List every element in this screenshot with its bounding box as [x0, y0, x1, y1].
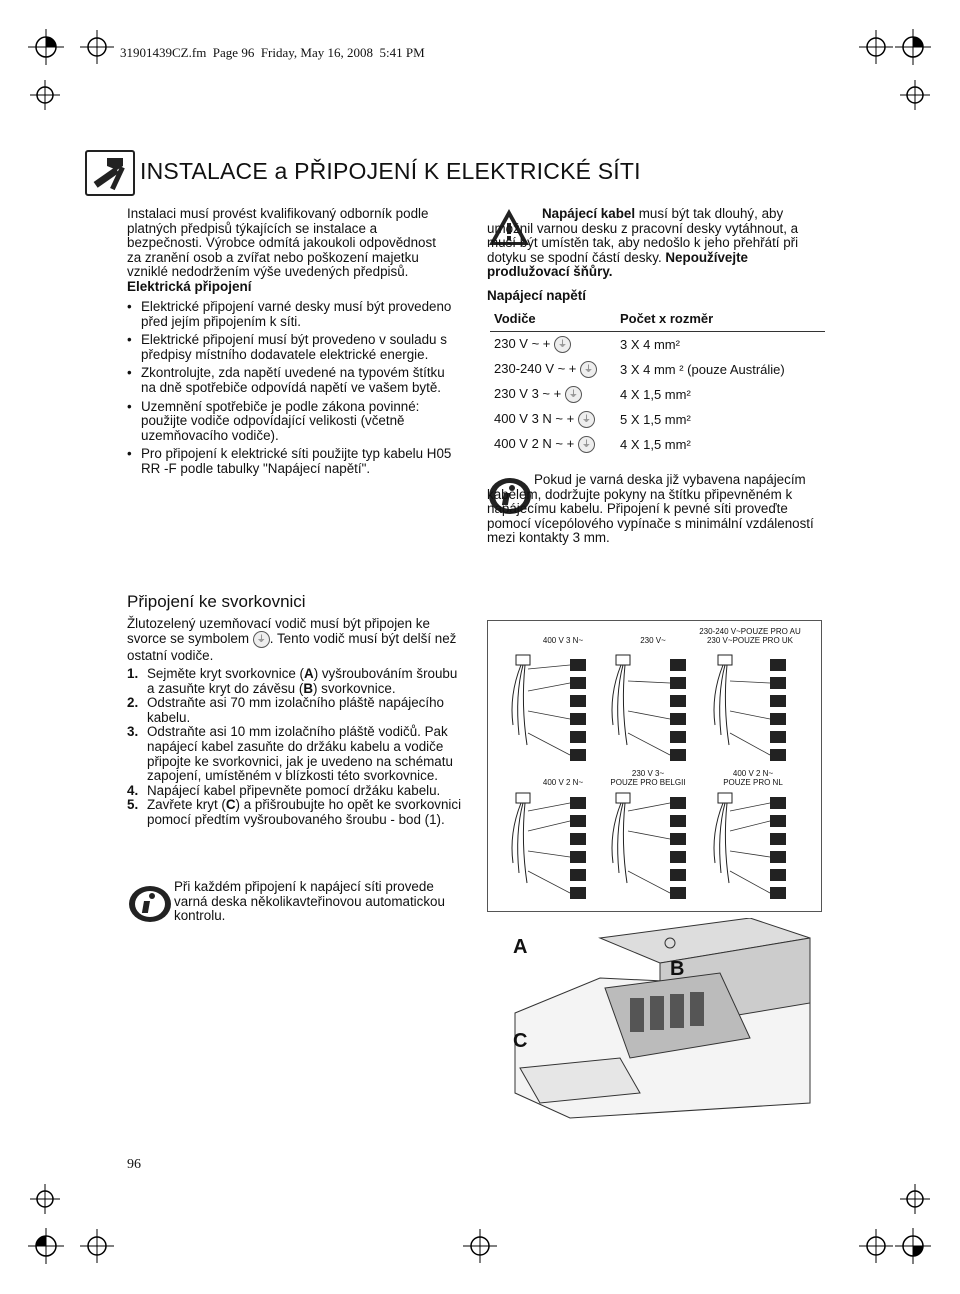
- step-text: Odstraňte asi 10 mm izolačního pláště vodičů. Pak napájecí kabel zasuňte do držáku kabelu a vodiče připojte ke svorkovnici, jak je uvedeno na schématu zapojení, umístěném v blízkosti této svorkovnice.: [147, 724, 453, 784]
- table-cell: 3 X 4 mm²: [620, 337, 680, 352]
- steps-list: [127, 667, 462, 828]
- terminal-intro: [127, 616, 457, 663]
- step-text: ) a přišroubujte ho opět ke svorkovnici pomocí předtím vyšroubovaného šroubu - bod (1).: [147, 797, 462, 827]
- diagram-label: 400 V 2 N~: [542, 778, 584, 787]
- conductor-label: 230 V 3 ~ +: [494, 385, 562, 401]
- crop-mark: [900, 80, 930, 115]
- step-bold: A: [304, 666, 314, 681]
- intro-line: platných předpisů týkajících se instalace a: [127, 220, 378, 236]
- earth-symbol-icon: ⏚: [554, 336, 571, 353]
- diagram-label: 230 V 3~ POUZE PRO BELGII: [610, 769, 686, 787]
- conductor-label: 400 V 2 N ~ +: [494, 435, 575, 451]
- print-header: 31901439CZ.fm Page 96 Friday, May 16, 2008 5:41 PM: [120, 45, 425, 60]
- crop-mark: [895, 1228, 931, 1269]
- earth-symbol-icon: ⏚: [565, 386, 582, 403]
- crop-mark: [30, 1184, 60, 1219]
- intro-line: Instalaci musí provést kvalifikovaný odborník podle: [127, 206, 429, 221]
- diagram-label: 230 V~: [640, 636, 666, 645]
- table-cell: 3 X 4 mm ² (pouze Austrálie): [620, 362, 785, 377]
- table-cell: 4 X 1,5 mm²: [620, 387, 691, 402]
- step-text: ) svorkovnice.: [312, 680, 396, 696]
- step-text: Zavřete kryt (: [147, 797, 226, 813]
- table-cell: [490, 432, 616, 457]
- terminal-block-illustration: [510, 918, 820, 1123]
- page-title: INSTALACE a PŘIPOJENÍ K ELEKTRICKÉ SÍTI: [140, 158, 641, 184]
- step-number: 5.: [127, 797, 139, 813]
- table-cell: 4 X 1,5 mm²: [620, 437, 691, 452]
- table-row: [490, 357, 825, 382]
- crop-mark: [900, 1184, 930, 1219]
- step-item: [127, 696, 462, 725]
- figure-letter: B: [670, 958, 685, 980]
- diagram-label: 400 V 3 N~: [542, 636, 584, 645]
- conductor-label: 230-240 V ~ +: [494, 360, 577, 376]
- terminal-heading: Připojení ke svorkovnici: [127, 592, 306, 611]
- conductor-label: 400 V 3 N ~ +: [494, 410, 575, 426]
- diagram-label: 230-240 V~POUZE PRO AU 230 V~POUZE PRO UK: [699, 627, 801, 645]
- list-item: • Pro připojení k elektrické síti použijte typ kabelu H05 RR -F podle tabulky "Napájecí napětí".: [127, 447, 459, 476]
- list-item: • Zkontrolujte, zda napětí uvedené na typovém štítku na dně spotřebiče odpovídá napětí ve vašem bytě.: [127, 366, 459, 395]
- step-item: [127, 784, 462, 799]
- table-row: [490, 432, 825, 457]
- table-cell: [490, 357, 616, 382]
- table-cell: [490, 407, 616, 432]
- step-text: Napájecí kabel připevněte pomocí držáku kabelu.: [147, 782, 441, 798]
- intro-line: vzniklé nedodržením výše uvedených předpisů.: [127, 264, 409, 280]
- crop-mark: [895, 29, 931, 70]
- warning-bold: Napájecí kabel: [542, 206, 636, 221]
- table-row: [490, 382, 825, 407]
- table-row: [490, 407, 825, 432]
- crop-mark: [463, 1229, 497, 1268]
- elec-bullet-list: [127, 300, 459, 481]
- table-header-row: [490, 306, 825, 332]
- terminal-intro-text-end: . Tento vodič musí být delší než ostatní vodiče.: [127, 631, 457, 663]
- step-item: [127, 725, 462, 783]
- step-item: [127, 798, 462, 827]
- elec-heading: Elektrická připojení: [127, 279, 252, 294]
- step-number: 3.: [127, 724, 139, 740]
- conductor-label: 230 V ~ +: [494, 335, 551, 351]
- intro-line: za zranění osob a zvířat nebo poškození majetku: [127, 249, 419, 265]
- step-bold: B: [303, 680, 313, 696]
- step-text: Odstraňte asi 70 mm izolačního pláště napájecího kabelu.: [147, 695, 444, 725]
- figure-letter: A: [513, 936, 528, 958]
- diagram-label: 400 V 2 N~ POUZE PRO NL: [723, 769, 783, 787]
- info-note-2: Při každém připojení k napájecí síti provede varná deska několikavteřinovou automatickou kontrolu.: [174, 879, 445, 924]
- crop-mark: [859, 1229, 893, 1268]
- table-header: Vodiče: [490, 306, 616, 332]
- warning-bold-end: Nepoužívejte prodlužovací šňůry.: [487, 249, 748, 280]
- step-number: 4.: [127, 782, 139, 798]
- info-icon: [127, 884, 173, 929]
- crop-mark: [80, 1229, 114, 1268]
- crop-mark: [859, 30, 893, 69]
- table-cell: [490, 382, 616, 407]
- step-text: ) vyšroubováním šroubu a zasuňte kryt do závěsu (: [147, 666, 458, 696]
- earth-symbol-icon: ⏚: [578, 436, 595, 453]
- table-header: Počet x rozměr: [616, 306, 825, 332]
- table-row: [490, 332, 825, 358]
- step-number: 1.: [127, 666, 139, 681]
- intro-line: bezpečnosti. Výrobce odmítá jakoukoli odpovědnost: [127, 235, 436, 251]
- list-item: • Elektrické připojení varné desky musí být provedeno před jejím připojením k síti.: [127, 300, 459, 329]
- supply-heading: Napájecí napětí: [487, 288, 587, 303]
- step-number: 2.: [127, 695, 139, 711]
- crop-mark: [80, 30, 114, 69]
- step-bold: C: [225, 797, 236, 813]
- step-text: Sejměte kryt svorkovnice (: [147, 666, 305, 681]
- crop-mark: [28, 1228, 64, 1269]
- earth-symbol-icon: ⏚: [253, 631, 270, 648]
- list-item: • Elektrické připojení musí být provedeno v souladu s předpisy místního dodavatele elektrické energie.: [127, 333, 459, 362]
- wiring-diagram-panel: [487, 620, 822, 912]
- intro-text: [127, 207, 467, 280]
- step-item: [127, 667, 462, 696]
- earth-symbol-icon: ⏚: [580, 361, 597, 378]
- supply-table: [490, 306, 825, 457]
- table-cell: 5 X 1,5 mm²: [620, 412, 691, 427]
- table-cell: [490, 332, 616, 358]
- list-item: • Uzemnění spotřebiče je podle zákona povinné: použijte vodiče odpovídající velikosti (včetně uzemňovacího vodiče).: [127, 400, 459, 444]
- figure-letter: C: [513, 1030, 528, 1052]
- warning-body: musí být tak dlouhý, aby umožnil varnou desku z pracovní desky vytáhnout, a musí být umístěn tak, aby nedošlo k jeho přehřátí při dotyku se spodní částí desky.: [487, 206, 799, 265]
- earth-symbol-icon: ⏚: [578, 411, 595, 428]
- crop-mark: [30, 80, 60, 115]
- terminal-intro-text: Žlutozelený uzemňovací vodič musí být připojen ke svorce se symbolem: [127, 616, 430, 647]
- info-note-1: Pokud je varná deska již vybavena napájecím kabelem, dodržujte pokyny na štítku připevněném k napájecímu kabelu. Připojení k pevné síti proveďte pomocí vícepólového vypínače s minimální vzdáleností mezi kontakty 3 mm.: [487, 472, 814, 546]
- page-number: 96: [127, 1157, 141, 1172]
- warning-text: [487, 207, 822, 280]
- crop-mark: [28, 29, 64, 70]
- tools-icon: [85, 150, 135, 196]
- wiring-diagrams-drawing: [488, 621, 821, 911]
